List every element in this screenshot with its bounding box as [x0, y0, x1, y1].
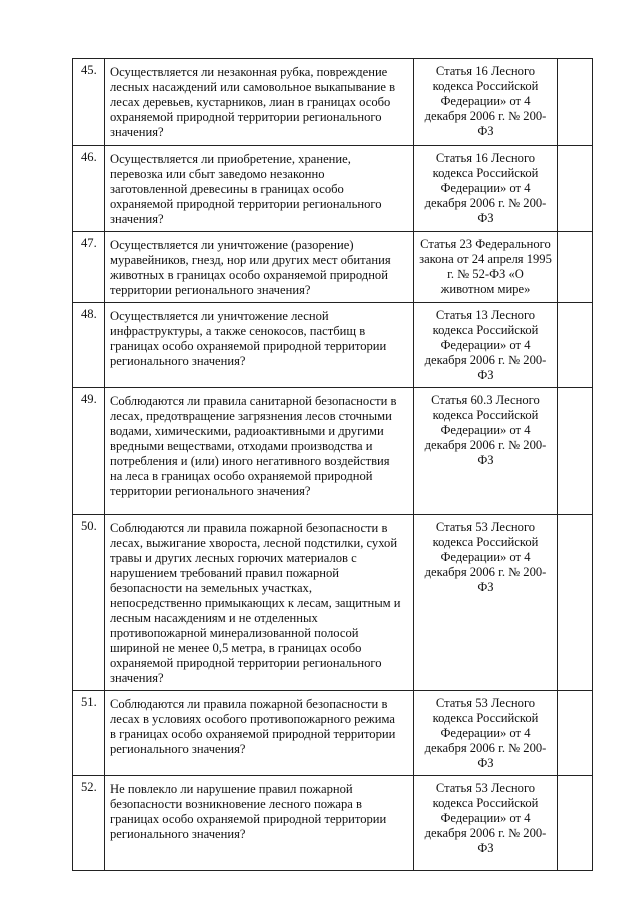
answer-cell[interactable] — [558, 776, 593, 871]
question-line: водами, химическими, радиоактивными и другими — [110, 424, 384, 438]
answer-cell[interactable] — [558, 515, 593, 691]
reference-line: ФЗ — [477, 453, 494, 467]
table-row — [73, 59, 593, 146]
reference-line: ФЗ — [477, 756, 494, 770]
question-cell — [105, 232, 414, 303]
question-line: на леса в границах особо охраняемой природной — [110, 469, 373, 483]
reference-line: Федерации» от 4 — [440, 811, 531, 825]
reference-line: Статья 16 Лесного — [435, 64, 536, 78]
answer-cell[interactable] — [558, 146, 593, 232]
question-line: непосредственно примыкающих к лесам, защитным и — [110, 596, 401, 610]
reference-line: Статья 53 Лесного — [435, 696, 536, 710]
question-line: вредными веществами, отходами производства и — [110, 439, 373, 453]
legal-reference-cell — [414, 776, 558, 871]
row-number: 48. — [73, 303, 105, 388]
reference-line: Федерации» от 4 — [440, 550, 531, 564]
reference-line: кодекса Российской — [432, 535, 539, 549]
question-line: Осуществляется ли незаконная рубка, повреждение — [110, 65, 388, 79]
reference-line: кодекса Российской — [432, 323, 539, 337]
legal-reference-cell — [414, 515, 558, 691]
question-line: в границах особо охраняемой природной территории — [110, 727, 396, 741]
reference-line: Статья 60.3 Лесного — [431, 393, 540, 407]
legal-reference-cell — [414, 232, 558, 303]
question-line: лесным насаждениям и не отделенных — [110, 611, 318, 625]
question-line: регионального значения? — [110, 354, 246, 368]
reference-line: г. № 52-ФЗ «О — [447, 267, 524, 281]
row-number: 47. — [73, 232, 105, 303]
question-line: лесах деревьев, кустарников, лиан в границах особо — [110, 95, 391, 109]
checklist-body — [73, 59, 593, 871]
question-line: потребления и (или) иного негативного воздействия — [110, 454, 390, 468]
table-row — [73, 691, 593, 776]
answer-cell[interactable] — [558, 388, 593, 515]
reference-line: декабря 2006 г. № 200- — [424, 741, 547, 755]
question-line: охраняемой природной территории регионального — [110, 110, 382, 124]
question-cell — [105, 515, 414, 691]
reference-line: декабря 2006 г. № 200- — [424, 438, 547, 452]
reference-line: декабря 2006 г. № 200- — [424, 565, 547, 579]
question-line: значения? — [110, 671, 164, 685]
question-line: регионального значения? — [110, 827, 246, 841]
reference-line: Статья 53 Лесного — [435, 520, 536, 534]
question-line: охраняемой природной территории регионального — [110, 197, 382, 211]
question-line: лесах, предотвращение загрязнения лесов сточными — [110, 409, 392, 423]
question-line: Соблюдаются ли правила санитарной безопасности в — [110, 394, 397, 408]
question-line: противопожарной минерализованной полосой — [110, 626, 359, 640]
row-number: 49. — [73, 388, 105, 515]
row-number: 45. — [73, 59, 105, 146]
reference-line: ФЗ — [477, 368, 494, 382]
question-line: шириной не менее 0,5 метра, в границах особо — [110, 641, 362, 655]
reference-line: Статья 53 Лесного — [435, 781, 536, 795]
question-line: безопасности на земельных участках, — [110, 581, 312, 595]
row-number: 52. — [73, 776, 105, 871]
question-line: Не повлекло ли нарушение правил пожарной — [110, 782, 353, 796]
answer-cell[interactable] — [558, 691, 593, 776]
question-line: лесных насаждений или самовольное выкапывание в — [110, 80, 396, 94]
question-line: заготовленной древесины в границах особо — [110, 182, 344, 196]
question-line: территории регионального значения? — [110, 283, 311, 297]
question-cell — [105, 146, 414, 232]
question-line: травы и других лесных горючих материалов с — [110, 551, 357, 565]
question-line: инфраструктуры, а также сенокосов, пастбищ в — [110, 324, 366, 338]
row-number: 51. — [73, 691, 105, 776]
question-line: границах особо охраняемой природной территории — [110, 339, 387, 353]
question-cell — [105, 776, 414, 871]
question-line: охраняемой природной территории регионального — [110, 656, 382, 670]
answer-cell[interactable] — [558, 303, 593, 388]
question-cell — [105, 388, 414, 515]
reference-line: декабря 2006 г. № 200- — [424, 196, 547, 210]
reference-line: ФЗ — [477, 580, 494, 594]
question-line: безопасности возникновение лесного пожара в — [110, 797, 362, 811]
reference-line: декабря 2006 г. № 200- — [424, 353, 547, 367]
question-line: Осуществляется ли уничтожение лесной — [110, 309, 329, 323]
question-cell — [105, 691, 414, 776]
row-number: 46. — [73, 146, 105, 232]
table-row — [73, 515, 593, 691]
reference-line: Федерации» от 4 — [440, 338, 531, 352]
question-line: муравейников, гнезд, нор или других мест обитания — [110, 253, 391, 267]
table-row — [73, 388, 593, 515]
answer-cell[interactable] — [558, 59, 593, 146]
reference-line: Федерации» от 4 — [440, 181, 531, 195]
reference-line: закона от 24 апреля 1995 — [419, 252, 552, 266]
table-row — [73, 303, 593, 388]
question-line: территории регионального значения? — [110, 484, 311, 498]
reference-line: животном мире» — [440, 282, 531, 296]
reference-line: ФЗ — [477, 211, 494, 225]
legal-reference-cell — [414, 388, 558, 515]
reference-line: декабря 2006 г. № 200- — [424, 826, 547, 840]
reference-line: кодекса Российской — [432, 796, 539, 810]
question-line: значения? — [110, 212, 164, 226]
question-line: животных в границах особо охраняемой природной — [110, 268, 388, 282]
reference-line: Статья 23 Федерального — [420, 237, 551, 251]
question-line: Соблюдаются ли правила пожарной безопасности в — [110, 697, 388, 711]
reference-line: кодекса Российской — [432, 408, 539, 422]
question-line: лесах в условиях особого противопожарного режима — [110, 712, 395, 726]
reference-line: кодекса Российской — [432, 79, 539, 93]
answer-cell[interactable] — [558, 232, 593, 303]
reference-line: ФЗ — [477, 841, 494, 855]
row-number: 50. — [73, 515, 105, 691]
question-line: регионального значения? — [110, 742, 246, 756]
question-line: Осуществляется ли приобретение, хранение, — [110, 152, 351, 166]
question-line: перевозка или сбыт заведомо незаконно — [110, 167, 325, 181]
question-line: значения? — [110, 125, 164, 139]
reference-line: Федерации» от 4 — [440, 726, 531, 740]
reference-line: ФЗ — [477, 124, 494, 138]
reference-line: декабря 2006 г. № 200- — [424, 109, 547, 123]
legal-reference-cell — [414, 691, 558, 776]
question-line: границах особо охраняемой природной территории — [110, 812, 387, 826]
table-row — [73, 232, 593, 303]
reference-line: Федерации» от 4 — [440, 94, 531, 108]
legal-reference-cell — [414, 303, 558, 388]
reference-line: кодекса Российской — [432, 166, 539, 180]
checklist-table — [72, 58, 593, 871]
question-cell — [105, 59, 414, 146]
question-line: Осуществляется ли уничтожение (разорение) — [110, 238, 354, 252]
question-line: нарушением требований правил пожарной — [110, 566, 340, 580]
table-row — [73, 776, 593, 871]
reference-line: кодекса Российской — [432, 711, 539, 725]
question-line: Соблюдаются ли правила пожарной безопасности в — [110, 521, 388, 535]
question-line: лесах, выжигание хвороста, лесной подстилки, сухой — [110, 536, 398, 550]
legal-reference-cell — [414, 146, 558, 232]
table-row — [73, 146, 593, 232]
legal-reference-cell — [414, 59, 558, 146]
reference-line: Статья 13 Лесного — [435, 308, 536, 322]
reference-line: Статья 16 Лесного — [435, 151, 536, 165]
reference-line: Федерации» от 4 — [440, 423, 531, 437]
question-cell — [105, 303, 414, 388]
